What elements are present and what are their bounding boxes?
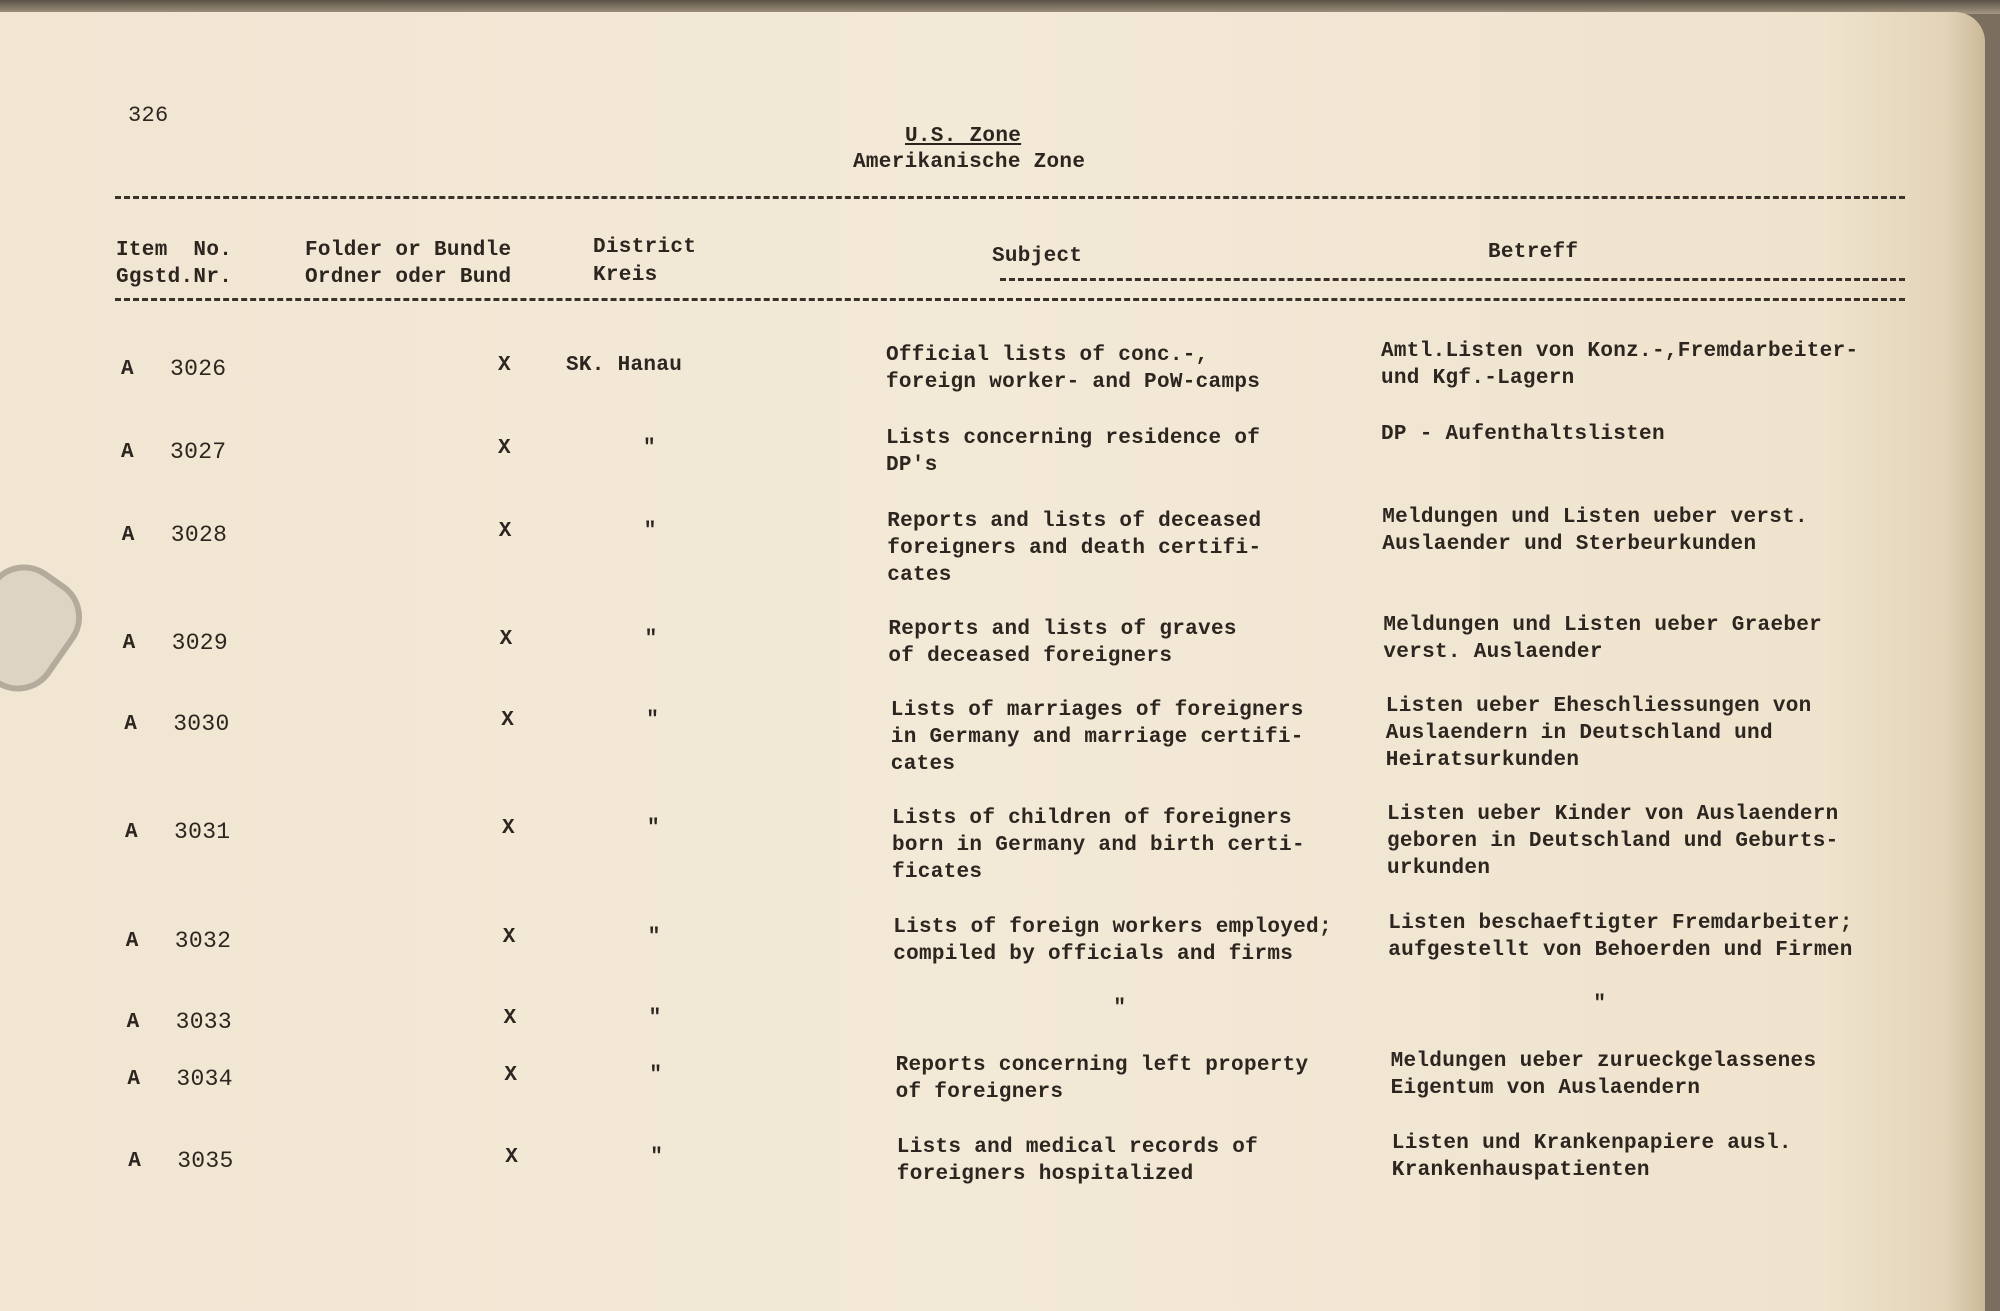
district: " (646, 709, 660, 732)
item-series: A (124, 713, 138, 736)
header-district-de: Kreis (593, 264, 658, 287)
header-folder-de: Ordner oder Bund (305, 266, 512, 289)
item-series: A (125, 930, 139, 953)
item-number: 3030 (173, 711, 230, 737)
item-number: 3033 (175, 1009, 233, 1035)
betreff: Listen und Krankenpapiere ausl. Krankenhauspatienten (1391, 1132, 1792, 1182)
folder-mark: X (503, 1007, 517, 1030)
header-item-no: Item No. (116, 239, 233, 262)
subject: Official lists of conc.-, foreign worker- and PoW-camps (886, 344, 1261, 394)
betreff: Meldungen und Listen ueber Graeber verst. Auslaender (1383, 614, 1823, 664)
item-number: 3032 (174, 928, 232, 954)
item-series: A (122, 632, 136, 655)
district: " (648, 1007, 662, 1030)
betreff: Amtl.Listen von Konz.-,Fremdarbeiter- und Kgf.-Lagern (1381, 340, 1859, 390)
district: " (644, 628, 658, 651)
folder-mark: X (498, 520, 512, 543)
betreff: Listen ueber Kinder von Auslaendern geboren in Deutschland und Geburts- urkunden (1387, 803, 1839, 880)
folder-mark: X (498, 437, 511, 460)
district: " (649, 1064, 663, 1087)
page-number: 326 (128, 103, 169, 128)
subject: Lists and medical records of foreigners hospitalized (896, 1136, 1259, 1186)
item-number: 3031 (174, 819, 231, 845)
district: " (650, 1146, 664, 1169)
item-number: 3027 (170, 439, 227, 465)
item-series: A (121, 358, 134, 381)
item-series: A (128, 1150, 142, 1173)
district: " (647, 926, 661, 949)
item-number: 3035 (177, 1148, 234, 1174)
subject: Lists of marriages of foreigners in Germany and marriage certifi- cates (890, 699, 1304, 776)
page-subtitle: Amerikanische Zone (853, 151, 1086, 174)
item-series: A (121, 441, 134, 464)
item-number: 3028 (170, 522, 228, 548)
folder-mark: X (499, 628, 513, 651)
header-folder: Folder or Bundle (305, 239, 512, 262)
betreff: Meldungen und Listen ueber verst. Auslaender und Sterbeurkunden (1382, 506, 1808, 556)
folder-mark: X (502, 817, 515, 840)
divider (115, 298, 1905, 301)
document-page (0, 12, 1985, 1311)
district: SK. Hanau (566, 354, 683, 377)
item-number: 3034 (176, 1066, 233, 1092)
folder-mark: X (504, 1064, 518, 1087)
paper-clip (0, 549, 98, 707)
subject: " (1113, 997, 1127, 1020)
betreff: Listen beschaeftigter Fremdarbeiter; aufgestellt von Behoerden und Firmen (1388, 912, 1853, 962)
subject: Lists of children of foreigners born in Germany and birth certi- ficates (892, 807, 1305, 884)
folder-mark: X (502, 926, 516, 949)
header-item-no-de: Ggstd.Nr. (116, 266, 233, 289)
folder-mark: X (505, 1146, 519, 1169)
district: " (643, 520, 657, 543)
divider (1000, 278, 1905, 281)
item-number: 3029 (171, 630, 229, 656)
page-title: U.S. Zone (905, 125, 1022, 148)
header-subject: Subject (992, 245, 1083, 268)
betreff: Meldungen ueber zurueckgelassenes Eigentum von Auslaendern (1390, 1050, 1817, 1100)
item-series: A (126, 1011, 140, 1034)
betreff: DP - Aufenthaltslisten (1381, 423, 1665, 446)
folder-mark: X (501, 709, 515, 732)
district: " (643, 437, 656, 460)
subject: Reports and lists of graves of deceased foreigners (888, 618, 1237, 668)
item-number: 3026 (170, 356, 227, 382)
header-district: District (593, 236, 697, 259)
subject: Reports concerning left property of foreigners (895, 1054, 1309, 1104)
betreff: Listen ueber Eheschliessungen von Auslaendern in Deutschland und Heiratsurkunden (1385, 695, 1812, 772)
district: " (647, 817, 660, 840)
folder-mark: X (498, 354, 511, 377)
header-betreff: Betreff (1488, 241, 1579, 264)
betreff: " (1593, 993, 1607, 1016)
subject: Lists concerning residence of DP's (886, 427, 1261, 477)
item-series: A (121, 524, 135, 547)
subject: Reports and lists of deceased foreigners and death certifi- cates (887, 510, 1262, 587)
item-series: A (125, 821, 138, 844)
item-series: A (127, 1068, 141, 1091)
divider (115, 196, 1905, 199)
subject: Lists of foreign workers employed; compiled by officials and firms (893, 916, 1332, 966)
